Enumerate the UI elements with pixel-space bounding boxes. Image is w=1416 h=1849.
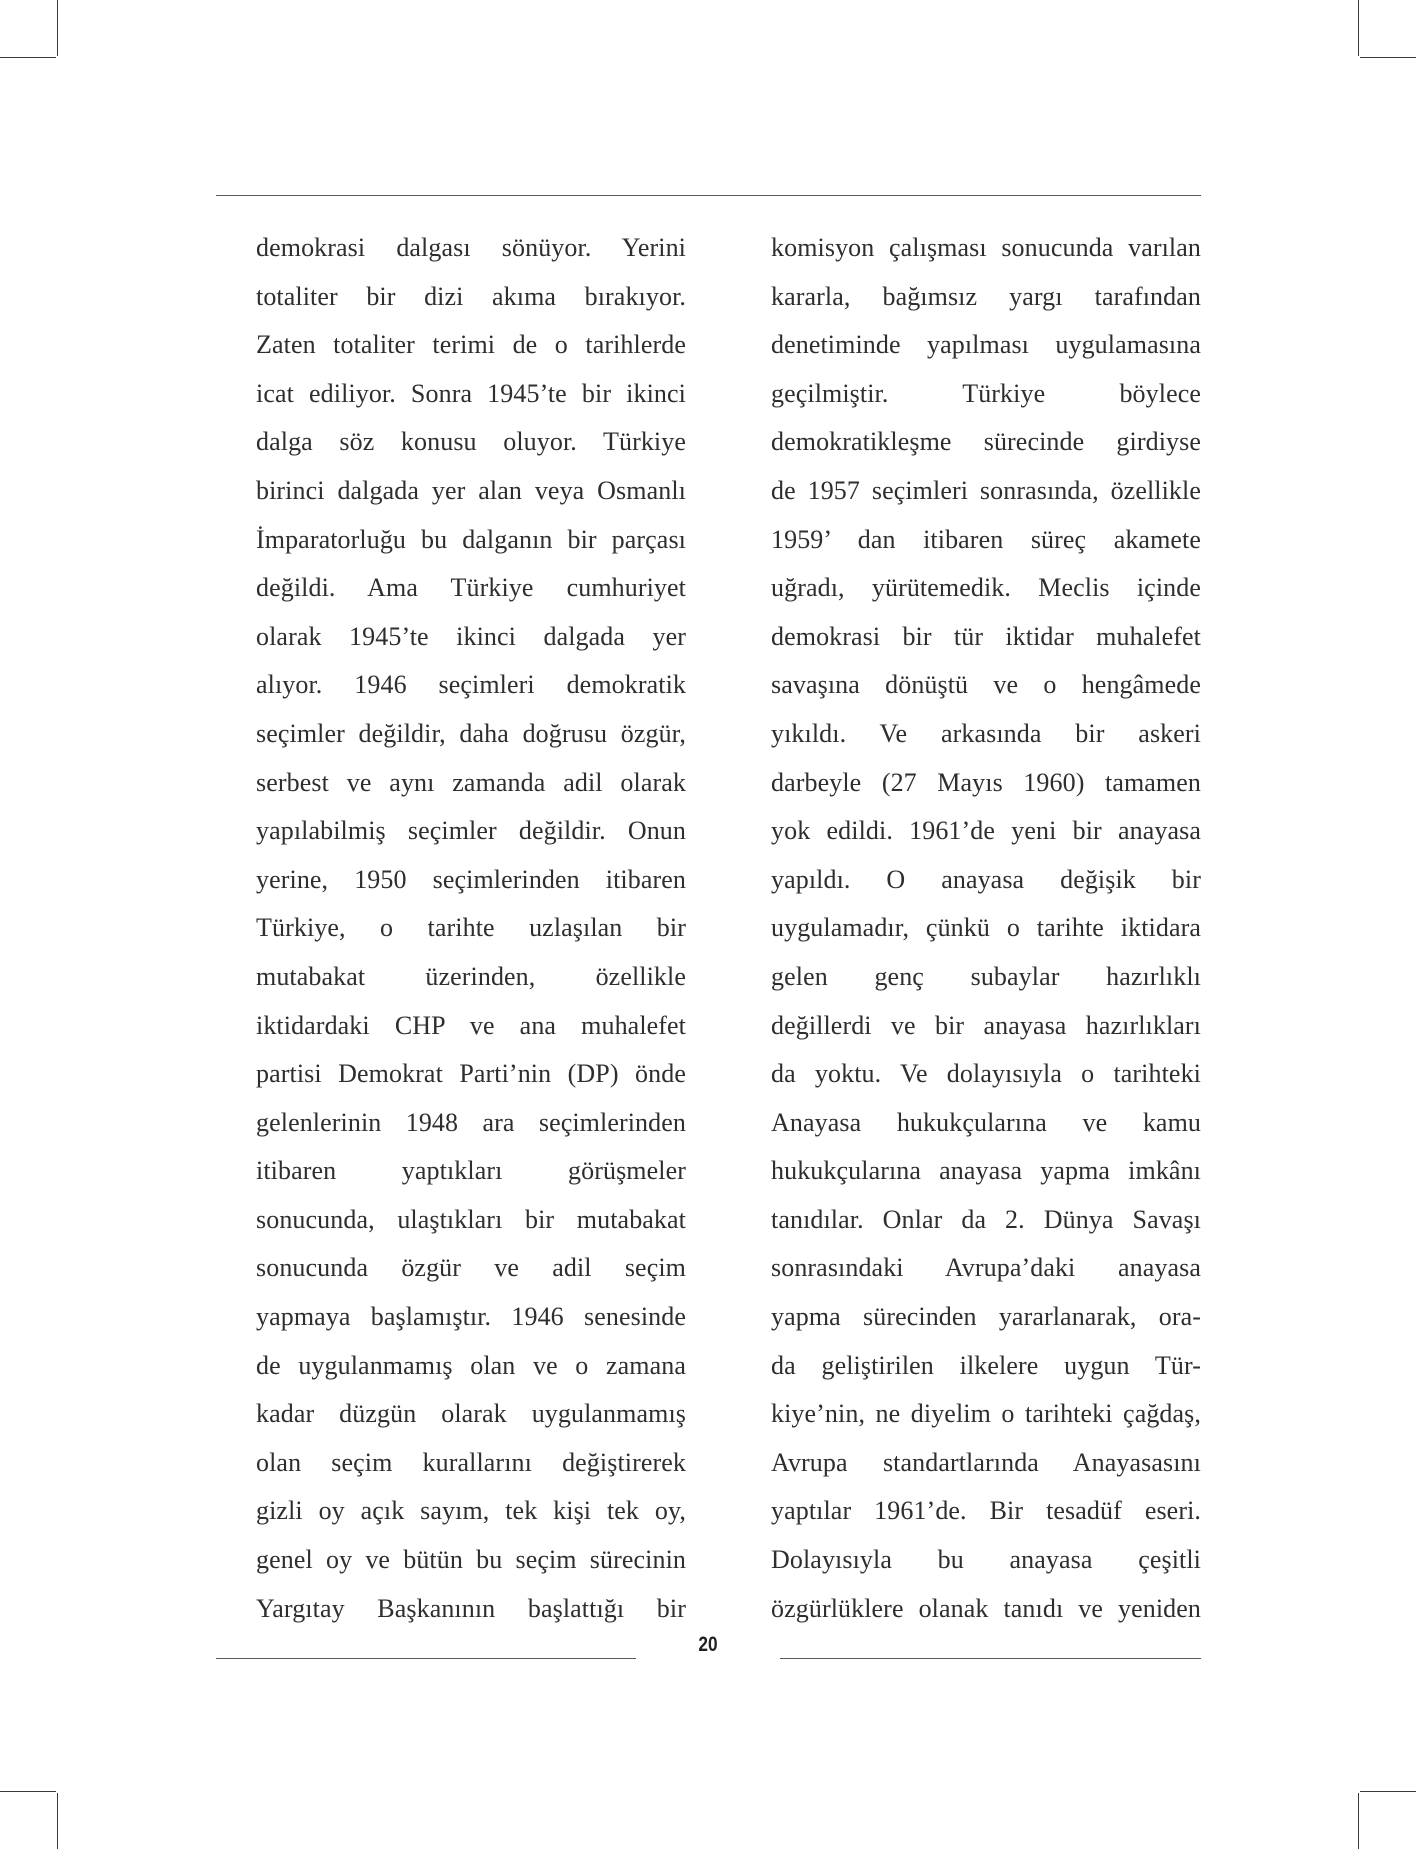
- right-column-line: savaşına dönüştü ve o hengâmede: [771, 670, 1201, 700]
- right-column-line: 1959’ dan itibaren süreç akamete: [771, 524, 1201, 554]
- left-column-line: sonucunda, ulaştıkları bir mutabakat: [256, 1204, 686, 1234]
- crop-mark-bottom-left-horizontal: [0, 1791, 56, 1792]
- right-column-line: Anayasa hukukçularına ve kamu: [771, 1107, 1201, 1137]
- crop-mark-bottom-right-horizontal: [1360, 1791, 1416, 1792]
- right-column-line: geçilmiştir. Türkiye böylece: [771, 378, 1201, 408]
- right-text-column: [771, 227, 1201, 1636]
- left-column-line: olarak 1945’te ikinci dalgada yer: [256, 621, 686, 651]
- right-column-line: kiye’nin, ne diyelim o tarihteki çağdaş,: [771, 1399, 1201, 1429]
- left-column-line: serbest ve aynı zamanda adil olarak: [256, 767, 686, 797]
- right-column-line: sonrasındaki Avrupa’daki anayasa: [771, 1253, 1201, 1283]
- right-column-line: yapma sürecinden yararlanarak, ora-: [771, 1302, 1201, 1332]
- right-column-line: uygulamadır, çünkü o tarihte iktidara: [771, 913, 1201, 943]
- right-column-line: Avrupa standartlarında Anayasasını: [771, 1447, 1201, 1477]
- left-column-line: dalga söz konusu oluyor. Türkiye: [256, 427, 686, 457]
- left-column-line: birinci dalgada yer alan veya Osmanlı: [256, 475, 686, 505]
- left-column-line: yapılabilmiş seçimler değildir. Onun: [256, 816, 686, 846]
- header-rule: [216, 195, 1201, 196]
- right-column-line: değillerdi ve bir anayasa hazırlıkları: [771, 1010, 1201, 1040]
- left-column-line: itibaren yaptıkları görüşmeler: [256, 1156, 686, 1186]
- left-column-line: totaliter bir dizi akıma bırakıyor.: [256, 281, 686, 311]
- right-column-line: demokratikleşme sürecinde girdiyse: [771, 427, 1201, 457]
- right-column-line: yıkıldı. Ve arkasında bir askeri: [771, 718, 1201, 748]
- left-column-line: de uygulanmamış olan ve o zamana: [256, 1350, 686, 1380]
- left-column-line: partisi Demokrat Parti’nin (DP) önde: [256, 1059, 686, 1089]
- right-column-line: Dolayısıyla bu anayasa çeşitli: [771, 1545, 1201, 1575]
- right-column-line: komisyon çalışması sonucunda varılan: [771, 233, 1201, 262]
- left-column-line: yapmaya başlamıştır. 1946 senesinde: [256, 1302, 686, 1332]
- left-column-line: sonucunda özgür ve adil seçim: [256, 1253, 686, 1283]
- left-column-line: demokrasi dalgası sönüyor. Yerini: [256, 233, 686, 262]
- left-column-line: mutabakat üzerinden, özellikle: [256, 961, 686, 991]
- footer-rule-left: [216, 1658, 636, 1659]
- page-number: 20: [698, 1633, 718, 1656]
- left-column-line: Türkiye, o tarihte uzlaşılan bir: [256, 913, 686, 943]
- left-column-line: alıyor. 1946 seçimleri demokratik: [256, 670, 686, 700]
- right-column-line: demokrasi bir tür iktidar muhalefet: [771, 621, 1201, 651]
- right-column-line: yapıldı. O anayasa değişik bir: [771, 864, 1201, 894]
- right-column-line: darbeyle (27 Mayıs 1960) tamamen: [771, 767, 1201, 797]
- right-column-line: özgürlüklere olanak tanıdı ve yeniden: [771, 1593, 1201, 1623]
- left-column-line: Zaten totaliter terimi de o tarihlerde: [256, 330, 686, 360]
- crop-mark-top-right-horizontal: [1360, 57, 1416, 58]
- left-column-line: değildi. Ama Türkiye cumhuriyet: [256, 573, 686, 603]
- left-column-line: genel oy ve bütün bu seçim sürecinin: [256, 1545, 686, 1575]
- right-column-line: yok edildi. 1961’de yeni bir anayasa: [771, 816, 1201, 846]
- footer-rule-right: [780, 1658, 1201, 1659]
- crop-mark-top-right-vertical: [1358, 0, 1359, 56]
- right-column-line: da geliştirilen ilkelere uygun Tür-: [771, 1350, 1201, 1380]
- left-column-line: gelenlerinin 1948 ara seçimlerinden: [256, 1107, 686, 1137]
- left-column-line: Yargıtay Başkanının başlattığı bir: [256, 1593, 686, 1623]
- right-column-line: yaptılar 1961’de. Bir tesadüf eseri.: [771, 1496, 1201, 1526]
- right-column-line: gelen genç subaylar hazırlıklı: [771, 961, 1201, 991]
- left-column-line: olan seçim kurallarını değiştirerek: [256, 1447, 686, 1477]
- crop-mark-top-left-vertical: [57, 0, 58, 56]
- left-column-line: iktidardaki CHP ve ana muhalefet: [256, 1010, 686, 1040]
- right-column-line: da yoktu. Ve dolayısıyla o tarihteki: [771, 1059, 1201, 1089]
- right-column-line: tanıdılar. Onlar da 2. Dünya Savaşı: [771, 1204, 1201, 1234]
- left-column-line: seçimler değildir, daha doğrusu özgür,: [256, 718, 686, 748]
- crop-mark-bottom-left-vertical: [57, 1793, 58, 1849]
- right-column-line: uğradı, yürütemedik. Meclis içinde: [771, 573, 1201, 603]
- right-column-line: denetiminde yapılması uygulamasına: [771, 330, 1201, 360]
- left-column-line: İmparatorluğu bu dalganın bir parçası: [256, 524, 686, 554]
- crop-mark-top-left-horizontal: [0, 57, 56, 58]
- left-column-line: yerine, 1950 seçimlerinden itibaren: [256, 864, 686, 894]
- left-column-line: kadar düzgün olarak uygulanmamış: [256, 1399, 686, 1429]
- left-column-line: icat ediliyor. Sonra 1945’te bir ikinci: [256, 378, 686, 408]
- right-column-line: de 1957 seçimleri sonrasında, özellikle: [771, 475, 1201, 505]
- crop-mark-bottom-right-vertical: [1358, 1793, 1359, 1849]
- right-column-line: hukukçularına anayasa yapma imkânı: [771, 1156, 1201, 1186]
- left-column-line: gizli oy açık sayım, tek kişi tek oy,: [256, 1496, 686, 1526]
- right-column-line: kararla, bağımsız yargı tarafından: [771, 281, 1201, 311]
- left-text-column: [256, 227, 686, 1636]
